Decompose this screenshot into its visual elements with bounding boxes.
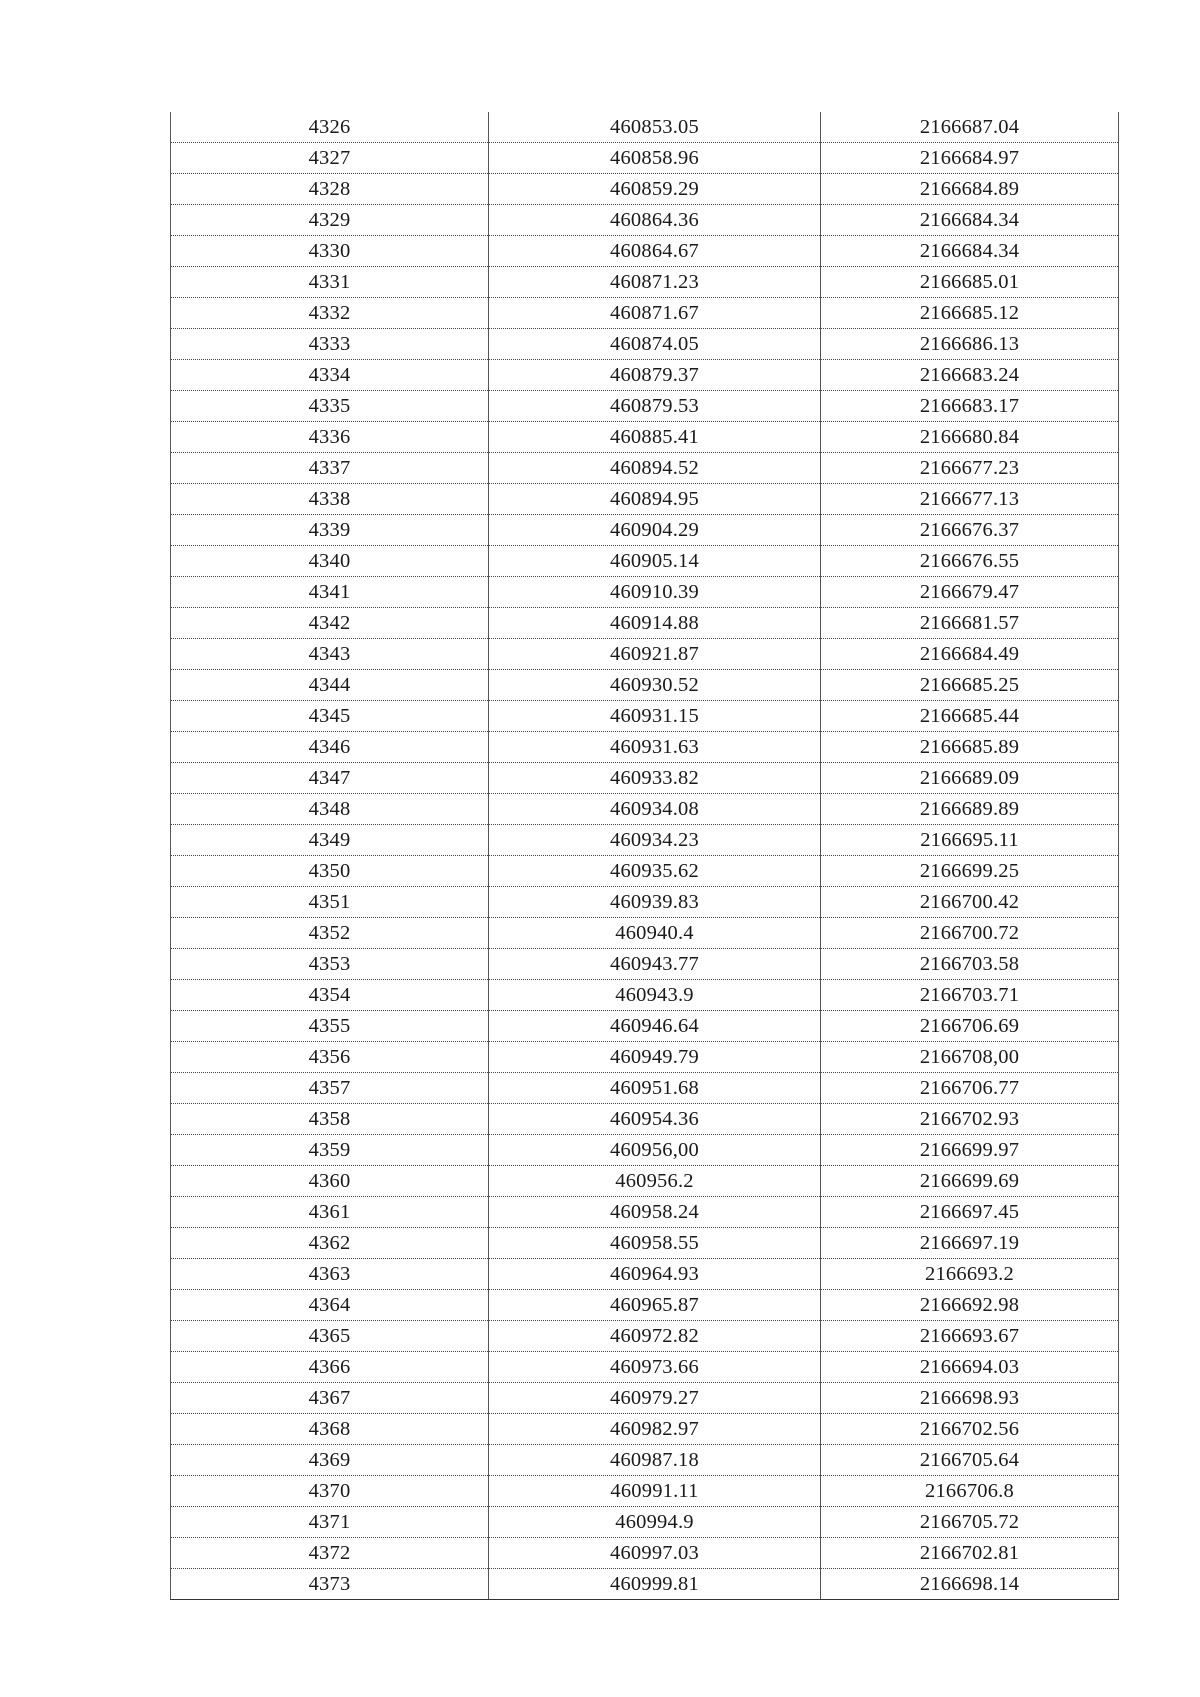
coordinates-table <box>170 112 1119 1600</box>
y-coordinate-cell: 2166685.01 <box>821 267 1119 298</box>
x-coordinate-cell: 460958.24 <box>489 1197 821 1228</box>
y-coordinate-cell: 2166687.04 <box>821 112 1119 143</box>
x-coordinate-cell: 460904.29 <box>489 515 821 546</box>
table-row <box>171 298 1119 329</box>
point-number-cell: 4370 <box>171 1476 489 1507</box>
point-number-cell: 4336 <box>171 422 489 453</box>
table-row <box>171 546 1119 577</box>
y-coordinate-cell: 2166698.93 <box>821 1383 1119 1414</box>
x-coordinate-cell: 460894.52 <box>489 453 821 484</box>
y-coordinate-cell: 2166685.12 <box>821 298 1119 329</box>
x-coordinate-cell: 460946.64 <box>489 1011 821 1042</box>
table-row <box>171 391 1119 422</box>
x-coordinate-cell: 460879.53 <box>489 391 821 422</box>
point-number-cell: 4346 <box>171 732 489 763</box>
table-row <box>171 1321 1119 1352</box>
y-coordinate-cell: 2166699.69 <box>821 1166 1119 1197</box>
table-row <box>171 1476 1119 1507</box>
x-coordinate-cell: 460987.18 <box>489 1445 821 1476</box>
point-number-cell: 4363 <box>171 1259 489 1290</box>
point-number-cell: 4326 <box>171 112 489 143</box>
table-row <box>171 112 1119 143</box>
table-row <box>171 980 1119 1011</box>
table-row <box>171 484 1119 515</box>
point-number-cell: 4350 <box>171 856 489 887</box>
y-coordinate-cell: 2166686.13 <box>821 329 1119 360</box>
x-coordinate-cell: 460931.15 <box>489 701 821 732</box>
x-coordinate-cell: 460956.2 <box>489 1166 821 1197</box>
point-number-cell: 4369 <box>171 1445 489 1476</box>
y-coordinate-cell: 2166700.42 <box>821 887 1119 918</box>
table-row <box>171 1538 1119 1569</box>
table-row <box>171 515 1119 546</box>
table-row <box>171 1352 1119 1383</box>
x-coordinate-cell: 460956,00 <box>489 1135 821 1166</box>
x-coordinate-cell: 460982.97 <box>489 1414 821 1445</box>
table-row <box>171 267 1119 298</box>
y-coordinate-cell: 2166685.89 <box>821 732 1119 763</box>
point-number-cell: 4361 <box>171 1197 489 1228</box>
y-coordinate-cell: 2166705.72 <box>821 1507 1119 1538</box>
table-row <box>171 453 1119 484</box>
x-coordinate-cell: 460949.79 <box>489 1042 821 1073</box>
point-number-cell: 4332 <box>171 298 489 329</box>
point-number-cell: 4328 <box>171 174 489 205</box>
table-row <box>171 360 1119 391</box>
y-coordinate-cell: 2166683.24 <box>821 360 1119 391</box>
point-number-cell: 4347 <box>171 763 489 794</box>
y-coordinate-cell: 2166705.64 <box>821 1445 1119 1476</box>
x-coordinate-cell: 460991.11 <box>489 1476 821 1507</box>
point-number-cell: 4338 <box>171 484 489 515</box>
point-number-cell: 4335 <box>171 391 489 422</box>
table-row <box>171 1569 1119 1600</box>
x-coordinate-cell: 460934.23 <box>489 825 821 856</box>
x-coordinate-cell: 460871.23 <box>489 267 821 298</box>
point-number-cell: 4354 <box>171 980 489 1011</box>
x-coordinate-cell: 460931.63 <box>489 732 821 763</box>
point-number-cell: 4351 <box>171 887 489 918</box>
point-number-cell: 4348 <box>171 794 489 825</box>
x-coordinate-cell: 460910.39 <box>489 577 821 608</box>
point-number-cell: 4327 <box>171 143 489 174</box>
point-number-cell: 4355 <box>171 1011 489 1042</box>
y-coordinate-cell: 2166703.58 <box>821 949 1119 980</box>
table-row <box>171 1042 1119 1073</box>
point-number-cell: 4352 <box>171 918 489 949</box>
y-coordinate-cell: 2166708,00 <box>821 1042 1119 1073</box>
y-coordinate-cell: 2166679.47 <box>821 577 1119 608</box>
x-coordinate-cell: 460864.67 <box>489 236 821 267</box>
point-number-cell: 4339 <box>171 515 489 546</box>
point-number-cell: 4349 <box>171 825 489 856</box>
table-row <box>171 670 1119 701</box>
x-coordinate-cell: 460939.83 <box>489 887 821 918</box>
table-row <box>171 1414 1119 1445</box>
y-coordinate-cell: 2166689.09 <box>821 763 1119 794</box>
table-row <box>171 1073 1119 1104</box>
point-number-cell: 4331 <box>171 267 489 298</box>
y-coordinate-cell: 2166693.67 <box>821 1321 1119 1352</box>
x-coordinate-cell: 460973.66 <box>489 1352 821 1383</box>
y-coordinate-cell: 2166706.8 <box>821 1476 1119 1507</box>
y-coordinate-cell: 2166680.84 <box>821 422 1119 453</box>
point-number-cell: 4367 <box>171 1383 489 1414</box>
table-row <box>171 701 1119 732</box>
point-number-cell: 4356 <box>171 1042 489 1073</box>
y-coordinate-cell: 2166677.23 <box>821 453 1119 484</box>
y-coordinate-cell: 2166697.45 <box>821 1197 1119 1228</box>
x-coordinate-cell: 460871.67 <box>489 298 821 329</box>
y-coordinate-cell: 2166702.93 <box>821 1104 1119 1135</box>
point-number-cell: 4366 <box>171 1352 489 1383</box>
y-coordinate-cell: 2166700.72 <box>821 918 1119 949</box>
x-coordinate-cell: 460934.08 <box>489 794 821 825</box>
coordinates-table-body <box>171 112 1119 1600</box>
x-coordinate-cell: 460914.88 <box>489 608 821 639</box>
y-coordinate-cell: 2166698.14 <box>821 1569 1119 1600</box>
x-coordinate-cell: 460954.36 <box>489 1104 821 1135</box>
y-coordinate-cell: 2166693.2 <box>821 1259 1119 1290</box>
y-coordinate-cell: 2166685.25 <box>821 670 1119 701</box>
y-coordinate-cell: 2166706.77 <box>821 1073 1119 1104</box>
table-row <box>171 794 1119 825</box>
table-row <box>171 1259 1119 1290</box>
y-coordinate-cell: 2166706.69 <box>821 1011 1119 1042</box>
x-coordinate-cell: 460940.4 <box>489 918 821 949</box>
x-coordinate-cell: 460921.87 <box>489 639 821 670</box>
x-coordinate-cell: 460979.27 <box>489 1383 821 1414</box>
point-number-cell: 4353 <box>171 949 489 980</box>
y-coordinate-cell: 2166676.55 <box>821 546 1119 577</box>
y-coordinate-cell: 2166703.71 <box>821 980 1119 1011</box>
y-coordinate-cell: 2166681.57 <box>821 608 1119 639</box>
table-row <box>171 236 1119 267</box>
table-row <box>171 825 1119 856</box>
x-coordinate-cell: 460859.29 <box>489 174 821 205</box>
table-row <box>171 1166 1119 1197</box>
point-number-cell: 4358 <box>171 1104 489 1135</box>
x-coordinate-cell: 460935.62 <box>489 856 821 887</box>
x-coordinate-cell: 460864.36 <box>489 205 821 236</box>
x-coordinate-cell: 460943.77 <box>489 949 821 980</box>
x-coordinate-cell: 460994.9 <box>489 1507 821 1538</box>
table-row <box>171 1197 1119 1228</box>
point-number-cell: 4343 <box>171 639 489 670</box>
table-row <box>171 763 1119 794</box>
x-coordinate-cell: 460958.55 <box>489 1228 821 1259</box>
y-coordinate-cell: 2166685.44 <box>821 701 1119 732</box>
table-row <box>171 1290 1119 1321</box>
y-coordinate-cell: 2166677.13 <box>821 484 1119 515</box>
table-row <box>171 608 1119 639</box>
point-number-cell: 4365 <box>171 1321 489 1352</box>
x-coordinate-cell: 460930.52 <box>489 670 821 701</box>
y-coordinate-cell: 2166684.34 <box>821 205 1119 236</box>
y-coordinate-cell: 2166699.25 <box>821 856 1119 887</box>
x-coordinate-cell: 460885.41 <box>489 422 821 453</box>
y-coordinate-cell: 2166697.19 <box>821 1228 1119 1259</box>
y-coordinate-cell: 2166684.49 <box>821 639 1119 670</box>
y-coordinate-cell: 2166684.89 <box>821 174 1119 205</box>
x-coordinate-cell: 460965.87 <box>489 1290 821 1321</box>
point-number-cell: 4334 <box>171 360 489 391</box>
x-coordinate-cell: 460997.03 <box>489 1538 821 1569</box>
point-number-cell: 4357 <box>171 1073 489 1104</box>
x-coordinate-cell: 460858.96 <box>489 143 821 174</box>
y-coordinate-cell: 2166684.34 <box>821 236 1119 267</box>
point-number-cell: 4364 <box>171 1290 489 1321</box>
table-row <box>171 732 1119 763</box>
point-number-cell: 4373 <box>171 1569 489 1600</box>
table-row <box>171 856 1119 887</box>
table-row <box>171 174 1119 205</box>
table-row <box>171 329 1119 360</box>
point-number-cell: 4329 <box>171 205 489 236</box>
point-number-cell: 4360 <box>171 1166 489 1197</box>
point-number-cell: 4337 <box>171 453 489 484</box>
y-coordinate-cell: 2166694.03 <box>821 1352 1119 1383</box>
point-number-cell: 4333 <box>171 329 489 360</box>
point-number-cell: 4372 <box>171 1538 489 1569</box>
table-row <box>171 205 1119 236</box>
x-coordinate-cell: 460933.82 <box>489 763 821 794</box>
table-row <box>171 422 1119 453</box>
point-number-cell: 4345 <box>171 701 489 732</box>
table-row <box>171 1445 1119 1476</box>
point-number-cell: 4342 <box>171 608 489 639</box>
x-coordinate-cell: 460905.14 <box>489 546 821 577</box>
point-number-cell: 4341 <box>171 577 489 608</box>
point-number-cell: 4359 <box>171 1135 489 1166</box>
x-coordinate-cell: 460894.95 <box>489 484 821 515</box>
table-row <box>171 639 1119 670</box>
x-coordinate-cell: 460874.05 <box>489 329 821 360</box>
point-number-cell: 4344 <box>171 670 489 701</box>
table-row <box>171 949 1119 980</box>
table-row <box>171 1011 1119 1042</box>
x-coordinate-cell: 460999.81 <box>489 1569 821 1600</box>
y-coordinate-cell: 2166702.56 <box>821 1414 1119 1445</box>
point-number-cell: 4362 <box>171 1228 489 1259</box>
point-number-cell: 4340 <box>171 546 489 577</box>
y-coordinate-cell: 2166702.81 <box>821 1538 1119 1569</box>
x-coordinate-cell: 460951.68 <box>489 1073 821 1104</box>
table-row <box>171 1135 1119 1166</box>
point-number-cell: 4368 <box>171 1414 489 1445</box>
x-coordinate-cell: 460943.9 <box>489 980 821 1011</box>
y-coordinate-cell: 2166689.89 <box>821 794 1119 825</box>
y-coordinate-cell: 2166684.97 <box>821 143 1119 174</box>
x-coordinate-cell: 460964.93 <box>489 1259 821 1290</box>
table-row <box>171 1104 1119 1135</box>
y-coordinate-cell: 2166699.97 <box>821 1135 1119 1166</box>
y-coordinate-cell: 2166683.17 <box>821 391 1119 422</box>
y-coordinate-cell: 2166676.37 <box>821 515 1119 546</box>
table-row <box>171 1507 1119 1538</box>
table-row <box>171 143 1119 174</box>
table-row <box>171 1383 1119 1414</box>
table-row <box>171 577 1119 608</box>
point-number-cell: 4330 <box>171 236 489 267</box>
table-row <box>171 918 1119 949</box>
x-coordinate-cell: 460972.82 <box>489 1321 821 1352</box>
point-number-cell: 4371 <box>171 1507 489 1538</box>
x-coordinate-cell: 460879.37 <box>489 360 821 391</box>
table-row <box>171 887 1119 918</box>
table-row <box>171 1228 1119 1259</box>
y-coordinate-cell: 2166692.98 <box>821 1290 1119 1321</box>
x-coordinate-cell: 460853.05 <box>489 112 821 143</box>
y-coordinate-cell: 2166695.11 <box>821 825 1119 856</box>
